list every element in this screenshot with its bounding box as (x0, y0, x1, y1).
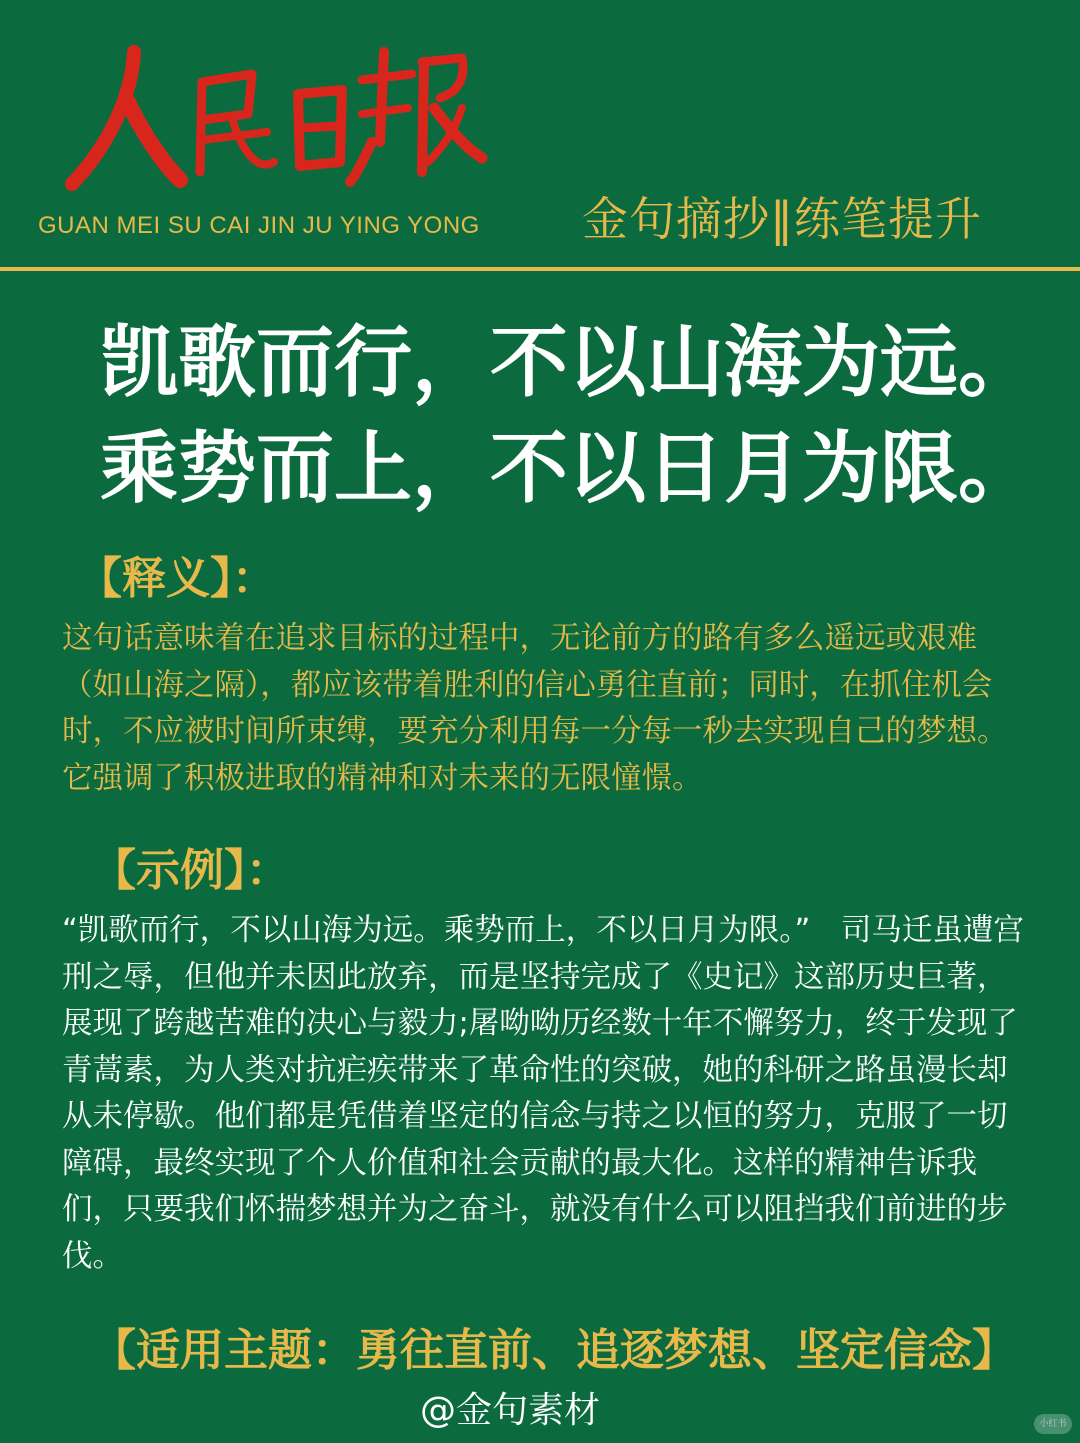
meaning-text: 这句话意味着在追求目标的过程中，无论前方的路有多么遥远或艰难（如山海之隔），都应该带着胜利的信心勇往直前；同时，在抓住机会时，不应被时间所束缚，要充分利用每一分每一秒去实现自己的梦想。它强调了积极进取的精神和对未来的无限憧憬。 (62, 621, 1008, 796)
logo-calligraphy (62, 22, 492, 200)
example-title: 【示例】： (92, 845, 290, 896)
pinyin-subtitle: GUAN MEI SU CAI JIN JU YING YONG (38, 212, 480, 239)
headline-quote (100, 310, 1040, 522)
applicable-themes: 【适用主题：勇往直前、追逐梦想、坚定信念】 (92, 1325, 1016, 1376)
watermark-badge: 小红书 (1034, 1414, 1072, 1434)
tagline: 金句摘抄‖练笔提升 (582, 192, 982, 246)
header (0, 0, 1080, 268)
meaning-title: 【释义】： (78, 553, 276, 604)
example-text: “凯歌而行，不以山海为远。乘势而上，不以日月为限。” 司马迁虽遭宫刑之辱，但他并未因此放弃，而是坚持完成了《史记》这部历史巨著，展现了跨越苦难的决心与毅力;屠呦呦历经数十年不懈努力，终于发现了青蒿素，为人类对抗疟疾带来了革命性的突破，她的科研之路虽漫长却从未停歇。他们都是凭借着坚定的信念与持之以恒的努力，克服了一切障碍，最终实现了个人价值和社会贡献的最大化。这样的精神告诉我们，只要我们怀揣梦想并为之奋斗，就没有什么可以阻挡我们前进的步伐。 (62, 913, 1024, 1274)
headline-line-2: 乘势而上，不以日月为限。 (100, 423, 1037, 514)
author-handle: @金句素材 (419, 1390, 600, 1431)
headline-line-1: 凯歌而行，不以山海为远。 (100, 317, 1037, 408)
header-divider (0, 267, 1080, 271)
peoples-daily-logo (62, 22, 492, 200)
